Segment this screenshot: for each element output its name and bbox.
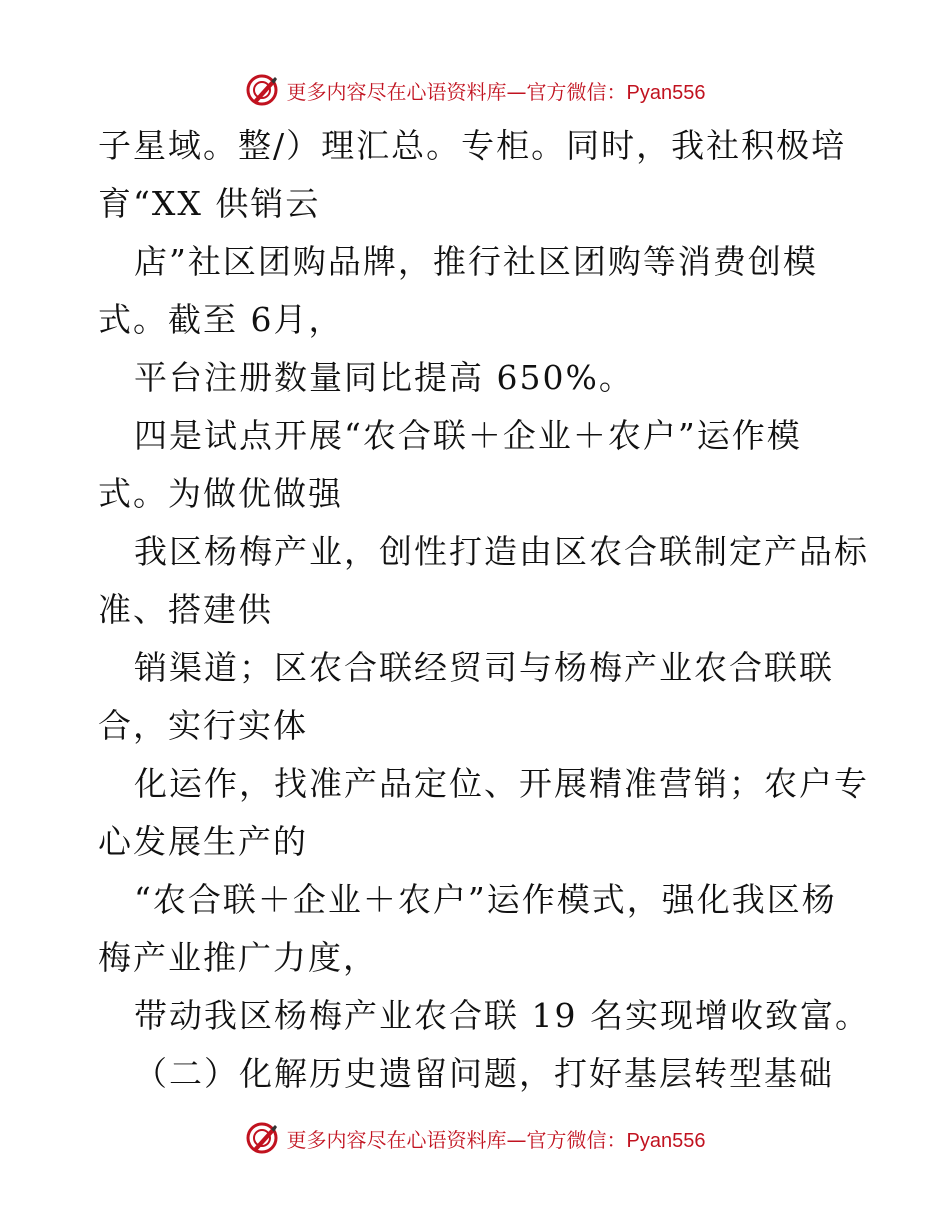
body-line: 准、搭建供: [98, 590, 273, 629]
pen-circle-logo-icon: [245, 1121, 279, 1155]
body-line: 我区杨梅产业，创性打造由区农合联制定产品标: [134, 532, 869, 571]
watermark-text: [287, 1124, 706, 1153]
watermark-main-text: 更多内容尽在心语资料库: [286, 79, 507, 104]
body-line: 化运作，找准产品定位、开展精准营销；农户专: [134, 764, 869, 803]
watermark-wechat-label: 官方微信：: [526, 1127, 627, 1152]
document-body: [98, 117, 878, 1103]
body-line: “农合联＋企业＋农户”运作模式，强化我区杨: [134, 880, 837, 919]
body-line: 心发展生产的: [98, 822, 308, 861]
watermark-separator: —: [506, 1127, 527, 1152]
body-line: 子星域。整/）理汇总。专柜。同时，我社积极培: [98, 126, 847, 165]
watermark-handle: Pyan556: [626, 81, 706, 104]
body-line: 四是试点开展“农合联＋企业＋农户”运作模: [134, 416, 802, 455]
pen-circle-logo-icon: [245, 73, 279, 107]
body-line: 带动我区杨梅产业农合联 19 名实现增收致富。: [134, 996, 870, 1035]
body-line: 式。截至 6月，: [98, 300, 344, 339]
body-line: 育“XX 供销云: [98, 184, 321, 223]
body-line: 平台注册数量同比提高 650%。: [134, 358, 634, 397]
footer-watermark: [0, 1118, 950, 1158]
section-heading: （二）化解历史遗留问题，打好基层转型基础: [134, 1054, 834, 1093]
watermark-text: [287, 76, 706, 105]
body-line: 式。为做优做强: [98, 474, 343, 513]
body-line: 店”社区团购品牌，推行社区团购等消费创模: [134, 242, 818, 281]
body-line: 销渠道；区农合联经贸司与杨梅产业农合联联: [134, 648, 834, 687]
watermark-separator: —: [506, 79, 527, 104]
body-line: 合，实行实体: [98, 706, 308, 745]
watermark-main-text: 更多内容尽在心语资料库: [286, 1127, 507, 1152]
watermark-handle: Pyan556: [626, 1129, 706, 1152]
watermark-wechat-label: 官方微信：: [526, 79, 627, 104]
header-watermark: [0, 70, 950, 110]
body-line: 梅产业推广力度，: [98, 938, 378, 977]
